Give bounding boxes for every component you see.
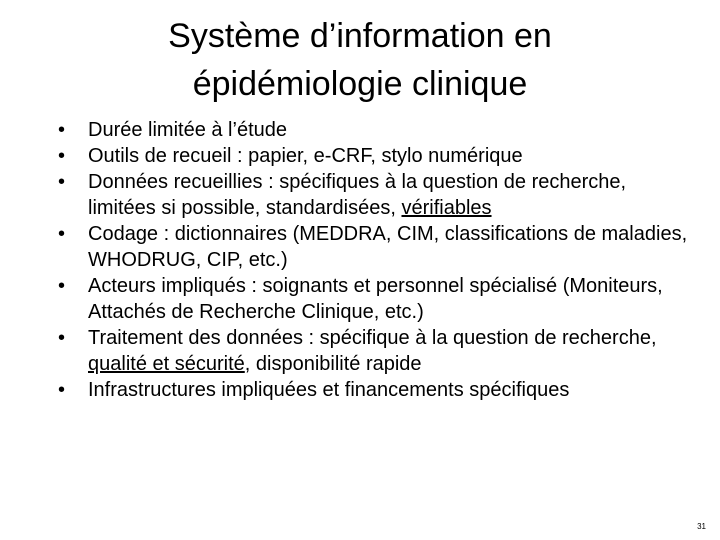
bullet-text: Traitement des données : spécifique à la question de recherche, — [88, 327, 657, 349]
bullet-text: Acteurs impliqués : soignants et personnel spécialisé (Moniteurs, Attachés de Recherche Clinique, etc.) — [88, 275, 663, 323]
bullet-icon: • — [58, 327, 66, 349]
bullet-icon: • — [58, 171, 66, 193]
bullet-text-underlined: vérifiables — [401, 197, 492, 219]
bullet-text: Codage : dictionnaires (MEDDRA, CIM, classifications de maladies, WHODRUG, CIP, etc.) — [88, 223, 688, 271]
bullet-list — [56, 117, 696, 403]
bullet-text-underlined: qualité et sécurité — [88, 353, 245, 375]
bullet-item-donnees — [56, 169, 696, 221]
bullet-text: Durée limitée à l’étude — [88, 119, 287, 141]
bullet-item-codage — [56, 221, 696, 273]
bullet-text: Données recueillies : spécifiques à la question de recherche, limitées si possible, standardisées, — [88, 171, 627, 219]
bullet-icon: • — [58, 145, 66, 167]
page-number: 31 — [697, 522, 706, 531]
slide-title — [60, 12, 660, 108]
bullet-item-acteurs — [56, 273, 696, 325]
bullet-item-traitement — [56, 325, 696, 377]
bullet-icon: • — [58, 275, 66, 297]
bullet-icon: • — [58, 379, 66, 401]
bullet-text: Outils de recueil : papier, e-CRF, stylo numérique — [88, 145, 523, 167]
slide-title-line-1: Système d’information en — [168, 17, 552, 55]
slide-title-line-2: épidémiologie clinique — [192, 65, 528, 103]
bullet-icon: • — [58, 119, 66, 141]
bullet-item-outils — [56, 143, 696, 169]
bullet-text: Infrastructures impliquées et financements spécifiques — [88, 379, 570, 401]
bullet-icon: • — [58, 223, 66, 245]
bullet-item-duree — [56, 117, 696, 143]
bullet-item-infrastructures — [56, 377, 696, 403]
bullet-text-tail: , disponibilité rapide — [244, 353, 422, 375]
